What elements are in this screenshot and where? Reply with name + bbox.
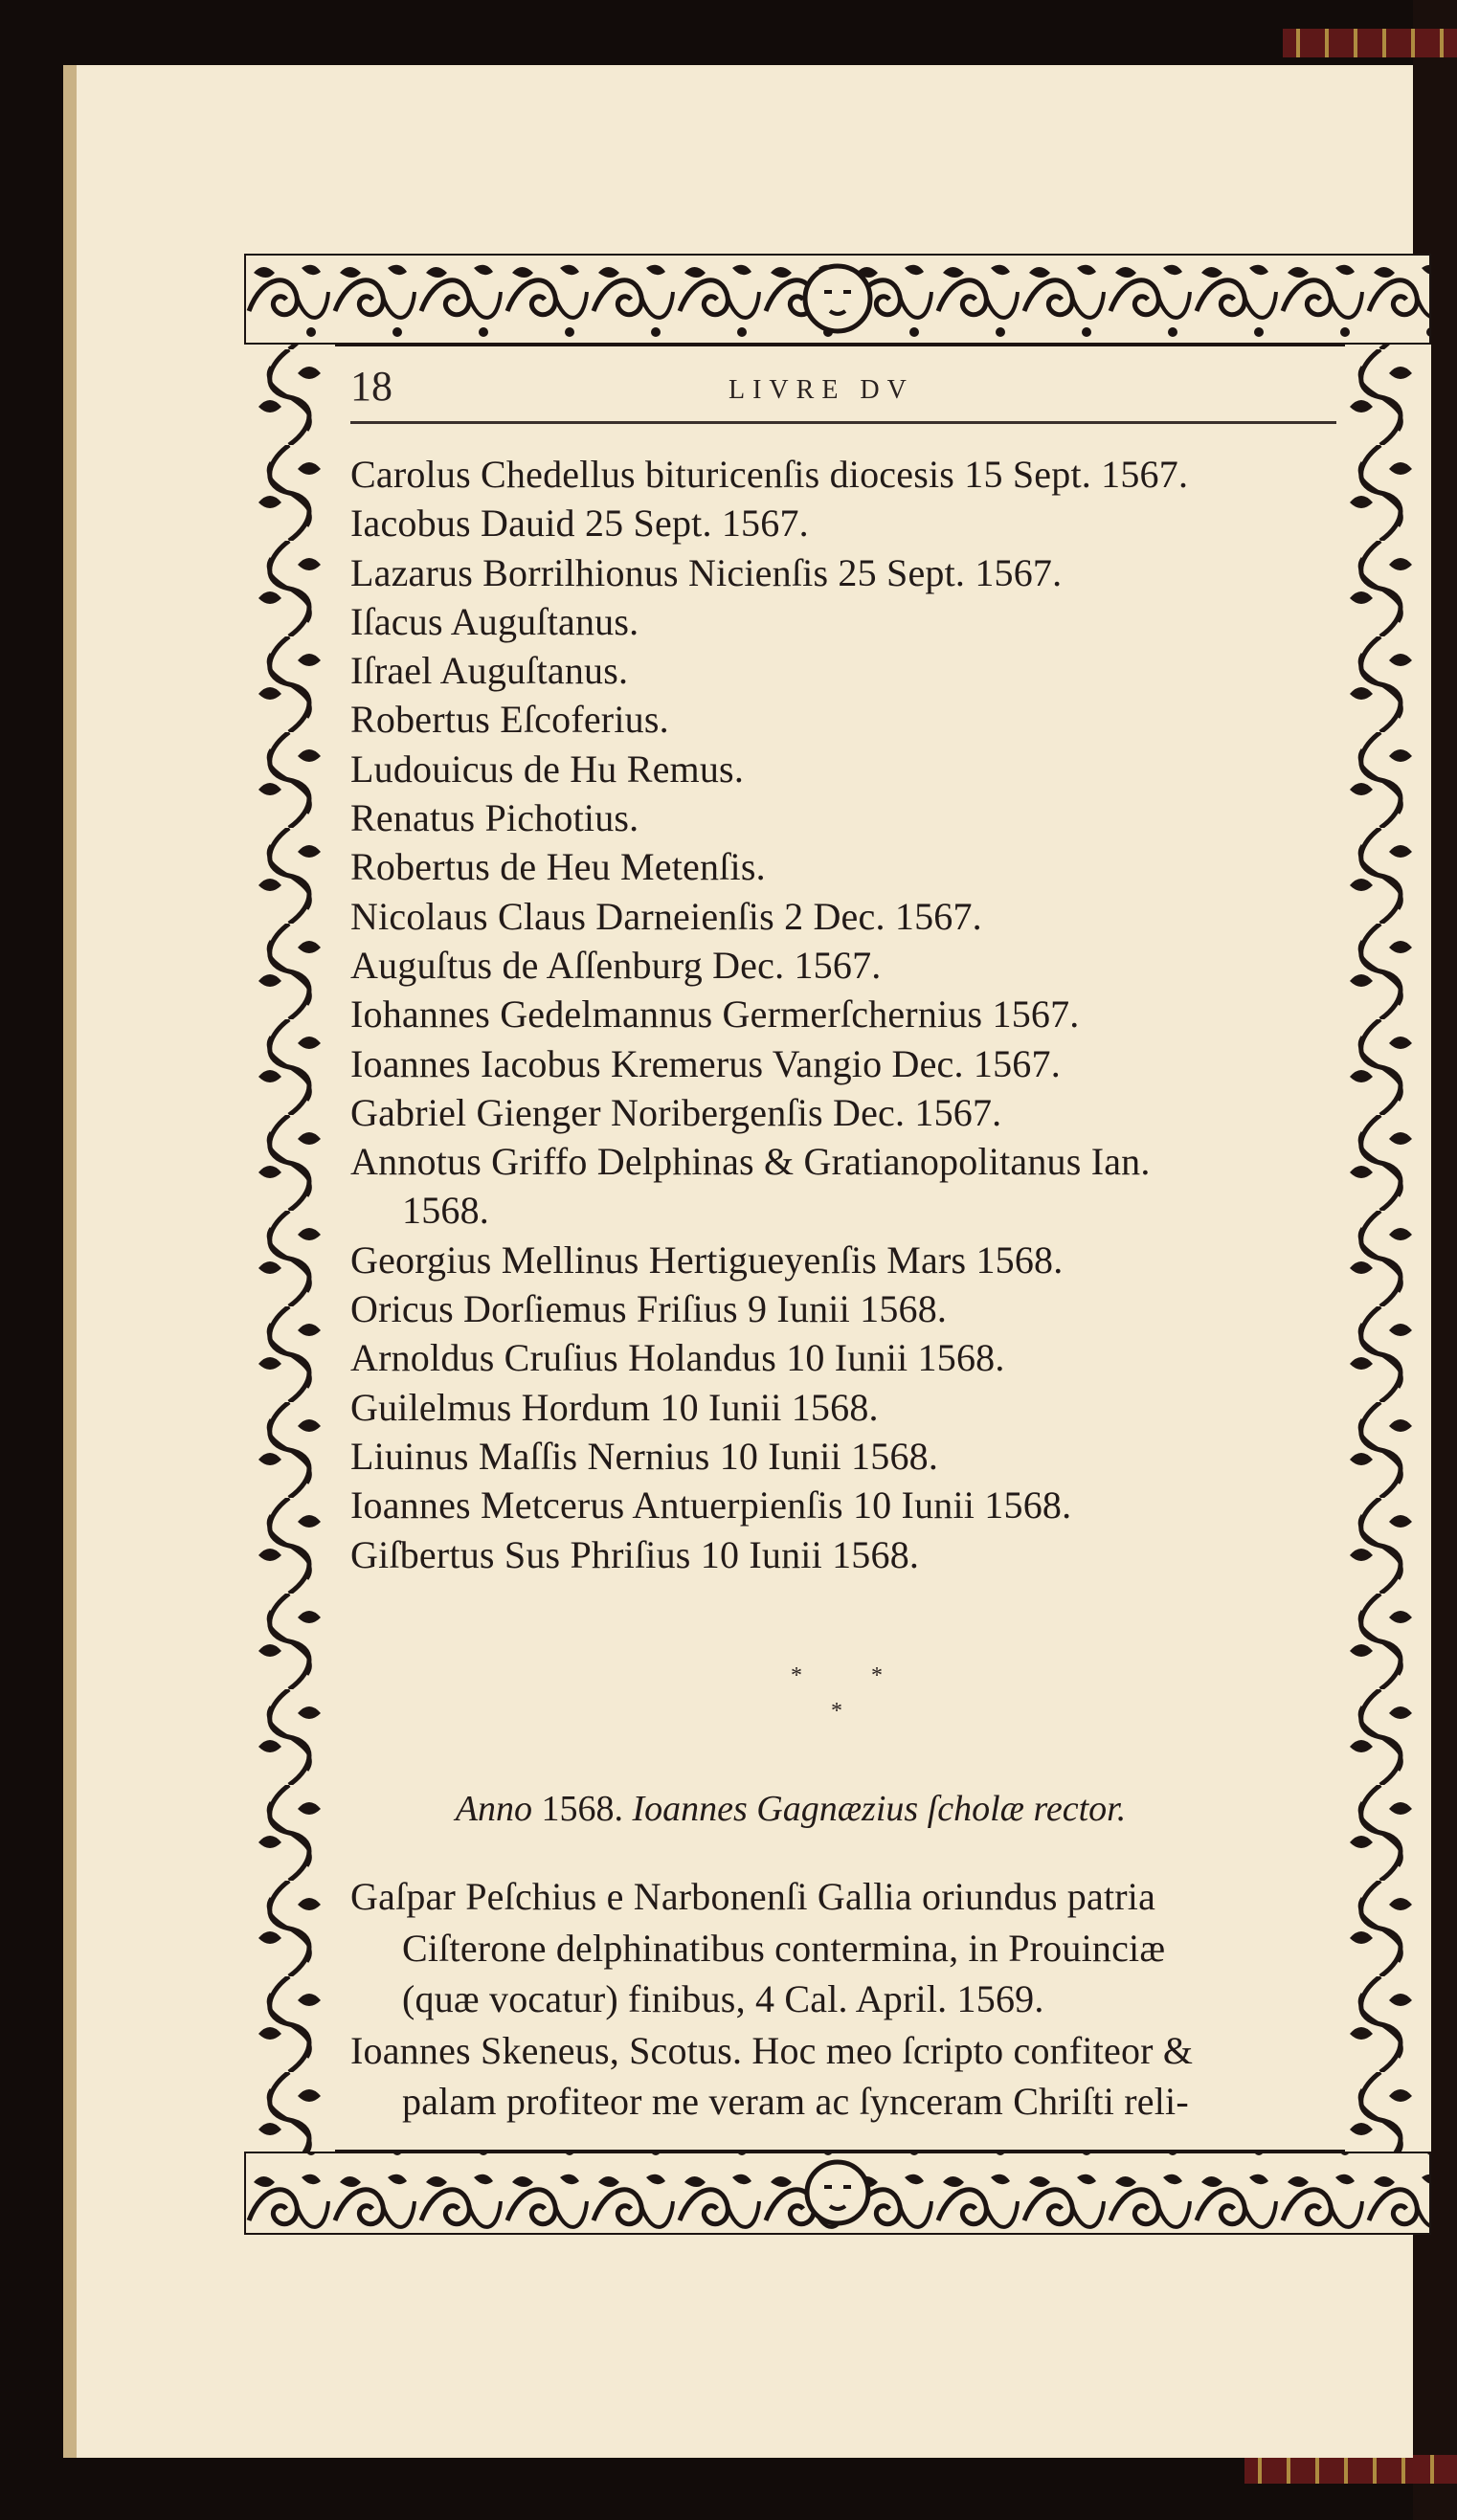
list-entry: Arnoldus Cruſius Holandus 10 Iunii 1568. xyxy=(350,1336,1005,1380)
page-header xyxy=(350,362,1336,410)
paragraph-entries xyxy=(350,1871,1346,2128)
list-entry: Robertus Eſcoferius. xyxy=(350,698,669,742)
list-entry: Iohannes Gedelmannus Germerſchernius 1567. xyxy=(350,992,1080,1037)
list-entry: Liuinus Maſſis Nernius 10 Iunii 1568. xyxy=(350,1434,939,1478)
book-edge-ornament xyxy=(1283,29,1457,57)
asterism-mark: * xyxy=(791,1663,802,1688)
list-entry: Iacobus Dauid 25 Sept. 1567. xyxy=(350,502,809,546)
list-entry: Oricus Dorſiemus Friſius 9 Iunii 1568. xyxy=(350,1287,948,1331)
list-entry: Ludouicus de Hu Remus. xyxy=(350,747,745,791)
list-entry: Auguſtus de Aſſenburg Dec. 1567. xyxy=(350,943,882,987)
list-entry: Guilelmus Hordum 10 Iunii 1568. xyxy=(350,1385,879,1429)
page-gutter xyxy=(63,65,77,2458)
list-entry: Ioannes Metcerus Antuerpienſis 10 Iunii 1568. xyxy=(350,1483,1072,1528)
paragraph-line: palam profiteor me veram ac ſynceram Chriſti reli- xyxy=(402,2080,1189,2123)
anno-label: Anno xyxy=(455,1789,532,1829)
list-entry: Giſbertus Sus Phriſius 10 Iunii 1568. xyxy=(350,1532,920,1576)
book-edge-ornament xyxy=(1244,2455,1457,2484)
list-entry: 1568. xyxy=(402,1189,489,1233)
paragraph-line: Ioannes Skeneus, Scotus. Hoc meo ſcripto confiteor & xyxy=(350,2028,1194,2072)
header-rule xyxy=(350,421,1336,424)
section-heading xyxy=(0,1788,1457,1830)
list-entry: Gabriel Gienger Noribergenſis Dec. 1567. xyxy=(350,1090,1002,1134)
list-entry: Ioannes Iacobus Kremerus Vangio Dec. 1567. xyxy=(350,1041,1061,1085)
list-entry: Robertus de Heu Metenſis. xyxy=(350,845,766,889)
running-title: LIVRE DV xyxy=(728,375,914,405)
list-entry: Iſrael Auguſtanus. xyxy=(350,649,629,693)
list-entry: Renatus Pichotius. xyxy=(350,796,639,840)
paragraph-line: Gaſpar Peſchius e Narbonenſi Gallia oriundus patria xyxy=(350,1875,1156,1918)
list-entry: Iſacus Auguſtanus. xyxy=(350,599,639,643)
asterism-mark: * xyxy=(871,1663,883,1688)
paragraph-line: (quæ vocatur) finibus, 4 Cal. April. 1569. xyxy=(402,1977,1044,2020)
list-entry: Annotus Griffo Delphinas & Gratianopolitanus Ian. xyxy=(350,1140,1151,1184)
page-number: 18 xyxy=(350,363,392,410)
list-entry: Carolus Chedellus bituricenſis diocesis 15 Sept. 1567. xyxy=(350,453,1189,496)
anno-year: 1568. xyxy=(541,1789,623,1829)
list-entry: Georgius Mellinus Hertigueyenſis Mars 1568. xyxy=(350,1238,1064,1282)
list-entry: Lazarus Borrilhionus Nicienſis 25 Sept. 1567. xyxy=(350,550,1063,594)
asterism-mark: * xyxy=(831,1699,842,1724)
list-entry: Nicolaus Claus Darneienſis 2 Dec. 1567. xyxy=(350,894,982,938)
paragraph-line: Ciſterone delphinatibus contermina, in Prouinciæ xyxy=(402,1926,1166,1970)
matriculation-list xyxy=(350,450,1346,1579)
rector-name: Ioannes Gagnæzius ſcholæ rector. xyxy=(632,1789,1127,1829)
